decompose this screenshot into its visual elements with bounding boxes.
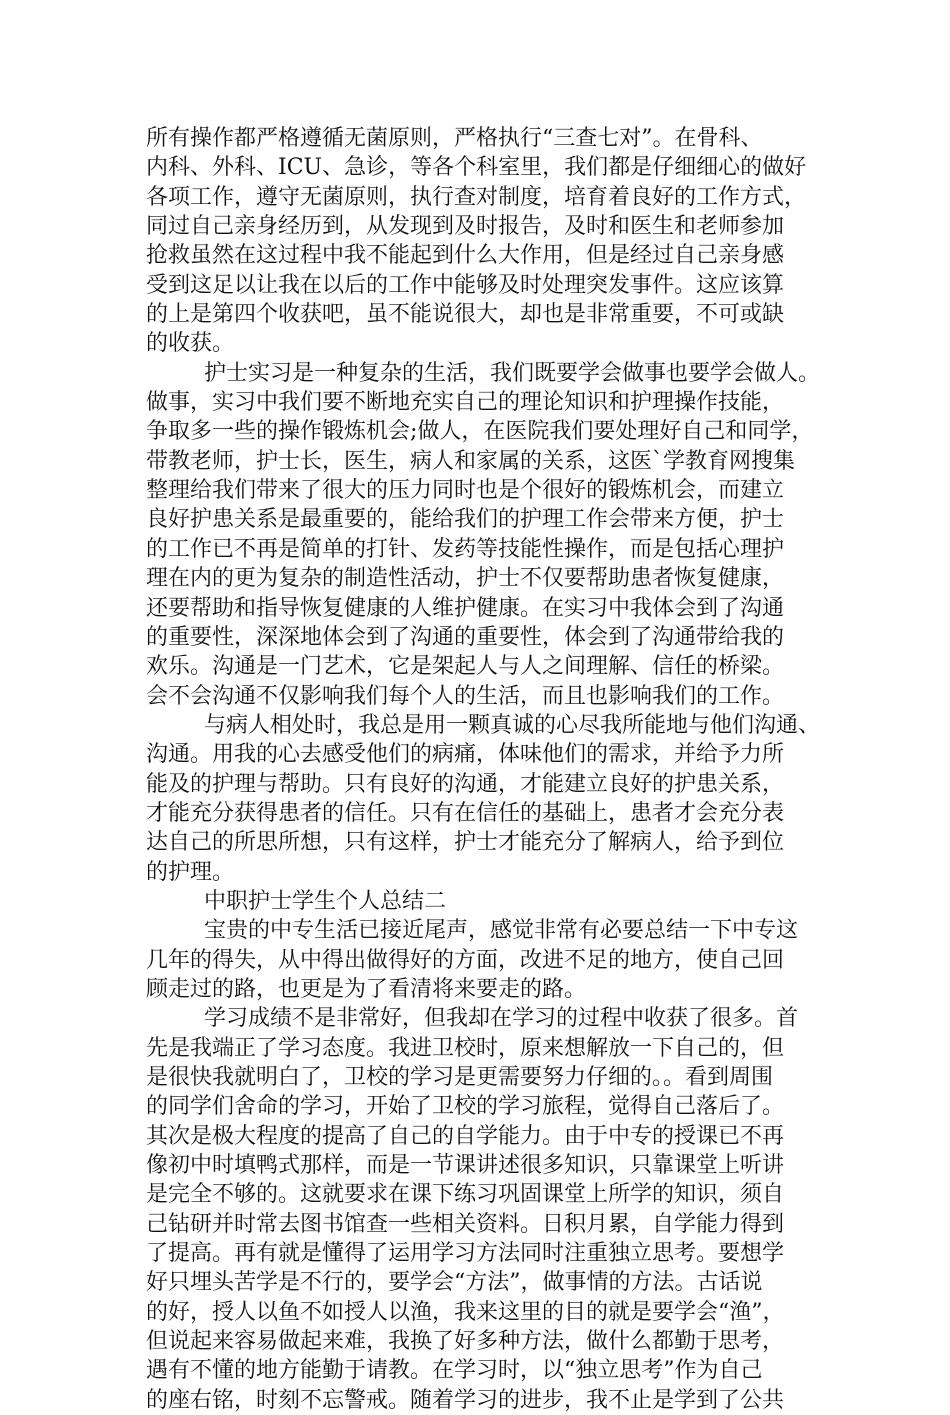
text-line: 其次是极大程度的提高了自己的自学能力。由于中专的授课已不再 — [146, 1123, 785, 1149]
text-line: 好只埋头苦学是不行的，要学会“方法”，做事情的方法。古话说 — [146, 1270, 763, 1296]
text-line: 同过自己亲身经历到，从发现到及时报告，及时和医生和老师参加 — [146, 214, 785, 240]
text-line: 理在内的更为复杂的制造性活动，护士不仅要帮助患者恢复健康， — [146, 566, 785, 592]
text-line: 先是我端正了学习态度。我进卫校时，原来想解放一下自己的，但 — [146, 1035, 785, 1061]
text-line: 的工作已不再是简单的打针、发药等技能性操作，而是包括心理护 — [146, 536, 785, 562]
text-line: 才能充分获得患者的信任。只有在信任的基础上，患者才会充分表 — [146, 800, 785, 826]
text-line: 能及的护理与帮助。只有良好的沟通，才能建立良好的护患关系， — [146, 771, 785, 797]
text-line: 遇有不懂的地方能勤于请教。在学习时，以“独立思考”作为自己 — [146, 1358, 763, 1384]
text-line: 各项工作，遵守无菌原则，执行查对制度，培育着良好的工作方式， — [146, 184, 807, 210]
text-line: 了提高。再有就是懂得了运用学习方法同时注重独立思考。要想学 — [146, 1241, 785, 1267]
text-line: 带教老师，护士长，医生，病人和家属的关系，这医`学教育网搜集 — [146, 448, 796, 474]
text-line: 的同学们舍命的学习，开始了卫校的学习旅程，觉得自己落后了。 — [146, 1094, 785, 1120]
text-line: 还要帮助和指导恢复健康的人维护健康。在实习中我体会到了沟通 — [146, 595, 785, 621]
text-line: 欢乐。沟通是一门艺术，它是架起人与人之间理解、信任的桥梁。 — [146, 654, 785, 680]
text-line: 护士实习是一种复杂的生活，我们既要学会做事也要学会做人。 — [204, 360, 821, 386]
text-line: 争取多一些的操作锻炼机会;做人，在医院我们要处理好自己和同学， — [146, 419, 814, 445]
text-line: 像初中时填鸭式那样，而是一节课讲述很多知识，只靠课堂上听讲 — [146, 1153, 785, 1179]
text-line: 的座右铭，时刻不忘警戒。随着学习的进步，我不止是学到了公共 — [146, 1387, 785, 1413]
text-line: 己钻研并时常去图书馆查一些相关资料。日积月累，自学能力得到 — [146, 1211, 785, 1237]
text-line: 整理给我们带来了很大的压力同时也是个很好的锻炼机会，而建立 — [146, 478, 785, 504]
text-line: 的好，授人以鱼不如授人以渔，我来这里的目的就是要学会“渔”， — [146, 1299, 785, 1325]
text-line: 的重要性，深深地体会到了沟通的重要性，体会到了沟通带给我的 — [146, 624, 785, 650]
text-line: 良好护患关系是最重要的，能给我们的护理工作会带来方便，护士 — [146, 507, 785, 533]
text-line: 做事，实习中我们要不断地充实自己的理论知识和护理操作技能， — [146, 390, 785, 416]
text-line: 几年的得失，从中得出做得好的方面，改进不足的地方，使自己回 — [146, 947, 785, 973]
text-line: 的上是第四个收获吧，虽不能说很大，却也是非常重要，不可或缺 — [146, 302, 785, 328]
text-line: 受到这足以让我在以后的工作中能够及时处理突发事件。这应该算 — [146, 272, 785, 298]
text-line: 沟通。用我的心去感受他们的病痛，体味他们的需求，并给予力所 — [146, 742, 785, 768]
text-line: 的护理。 — [146, 859, 235, 885]
text-line: 宝贵的中专生活已接近尾声，感觉非常有必要总结一下中专这 — [204, 918, 799, 944]
text-line: 中职护士学生个人总结二 — [204, 888, 447, 914]
text-line: 会不会沟通不仅影响我们每个人的生活，而且也影响我们的工作。 — [146, 683, 785, 709]
text-line: 是完全不够的。这就要求在课下练习巩固课堂上所学的知识，须自 — [146, 1182, 785, 1208]
text-line: 的收获。 — [146, 331, 235, 357]
text-line: 抢救虽然在这过程中我不能起到什么大作用，但是经过自己亲身感 — [146, 243, 785, 269]
text-line: 是很快我就明白了，卫校的学习是更需要努力仔细的。。看到周围 — [146, 1065, 774, 1090]
text-line: 所有操作都严格遵循无菌原则，严格执行“三查七对”。在骨科、 — [146, 126, 763, 151]
text-line: 内科、外科、ICU、急诊，等各个科室里，我们都是仔细细心的做好 — [146, 155, 807, 181]
text-line: 但说起来容易做起来难，我换了好多种方法，做什么都勤于思考， — [146, 1329, 785, 1355]
text-line: 顾走过的路，也更是为了看清将来要走的路。 — [146, 976, 587, 1002]
text-line: 与病人相处时，我总是用一颗真诚的心尽我所能地与他们沟通、 — [204, 712, 821, 738]
document-body — [146, 124, 821, 1415]
text-line: 达自己的所思所想，只有这样，护士才能充分了解病人，给予到位 — [146, 830, 785, 856]
text-line: 学习成绩不是非常好，但我却在学习的过程中收获了很多。首 — [204, 1006, 799, 1032]
